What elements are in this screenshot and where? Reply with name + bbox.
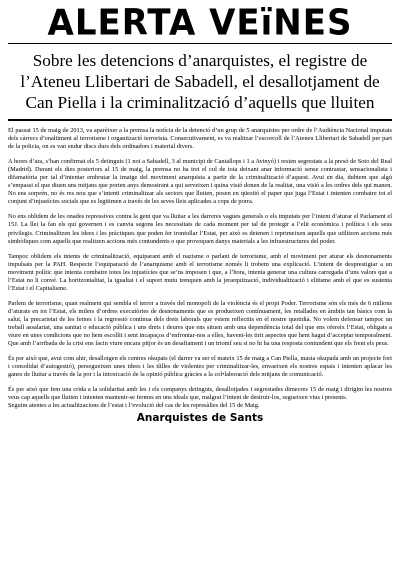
signature: Anarquistes de Sants [136, 412, 264, 425]
paragraph-2: A hores d’ara, s’han confirmat els 5 detinguts (1 noi a Sabadell, 3 al municipi de Cantallops i 1 a Avinyó) i resten segrestats a la presó de Soto del Real (Madrid). Durant els dies posteriors al 15 de maig, la premsa no ha tret el cul de tota deixant anar informació sense contrastar, sensacionalista i difamatòria per tal d’intentar embrutar la imatge del moviment anarquista a partir de la criminalització d’aquest. Avui en dia, dubtem que algú s’empassi el que diuen uns mitjans que porten anys demostrant a qui serveixen i quina visió donen de la realitat, una visió a les ordres dels qui manen. No ens sorprèn, no és res nou que s’intenti criminalitzar als sectors que lluiten, posen en qüestió el paper que juga l’Estat i intenten combatre tot el conjunt d’injustícies socials que es legitimen a través de les seves lleis aplicades a cops de porra. [8, 158, 392, 206]
paragraph-1: El passat 15 de maig de 2013, va aparèixer a la premsa la notícia de la detenció d’un grup de 5 anarquistes per ordre de l’Audiència Nacional imputats dels càrrecs d’enaltiment al terrorisme i organització terrorista. Consecutivament, es va realitzar l’escorcoll de l’Ateneu Llibertari de Sabadell per part de la policia, on es van endur discs durs dels ordinadors i material divers. [8, 127, 392, 151]
headline-divider [8, 119, 392, 121]
paragraph-8: Seguim atentes a les actualitzacions de l’estat i l’evolució del cas de les represàlies del 15 de Maig. [8, 402, 260, 410]
headline: Sobre les detencions d’anarquistes, el registre de l’Ateneu Llibertari de Sabadell, el desallotjament de Can Piella i la criminalització d’aquells que lluiten [20, 51, 380, 112]
paragraph-4: Tampoc oblidem els intents de criminalització, equiparant amb el nazisme o parlant de terrorisme, amb el moviment per aturar els desnonaments impulsats per la PAH. Respecte l’equiparació de l’anarquisme amb el terrorisme només li trobem una explicació. L’intent de desprestigiar a un moviment polític que intenta combatre totes les injustícies que se’ns imposen i que, a l’hora, intenta generar una cultura carregada d’uns valors que a l’Estat no li convé. La horitzontalitat, la igualtat i el suport mutu trenquen amb la jerarquització, individualització i elitisme amb el que es sustenta l’Estat i el Capitalisme. [8, 252, 392, 292]
paragraph-6: És per això que, avui com ahir, desallotgen els centres okupats (el darrer va ser el mateix 15 de maig a Can Piella, masia okupada amb un projecte fort i consolidat d’autogestió), persegueixen unes idees i les títlles de violentes per criminalitzar-les, envaeixen els nostres espais i intenten aplacar les ganes de lluitar a través de la por i la intoxicació de la opinió pública gràcies a la col•laboració dels mitjans de comunicació. [8, 355, 392, 379]
masthead-title: ALERTA VEïNES [47, 2, 353, 45]
article-body [8, 127, 392, 410]
paragraph-3: No ens oblidem de les onades repressives contra la gent que va lluitar a les darreres vagues generals o els imputats per l’intent d’aturar el Parlament el 15J. La llei la fan els qui governen i es canvia segons les necessitats de cada moment per tal de protegir a l’elit econòmica i política i els seus privilegis. Criminalitzen les idees i les pràctiques que poden fer trontollar l’Estat, per això es detenen i reprimeixen aquells que utilitzen accions més simbòliques com aquells que realitzen accions més contundents o que provoquen danys materials a les infraestructures del poder. [8, 213, 392, 245]
paragraph-5: Parlem de terrorisme, quan realment qui sembla el terror a través del monopoli de la violència és el propi Poder. Terrorisme són els més de 6 milions d’aturats en tot l’Estat, els milers d’ordres executòries de desnonaments que es produeixen contínuament, les retallades en àmbits tan bàsics com la salut, la precarietat de les feines i la regressió contínua dels drets laborals que veiem reflectits en el nostre quotidià. No volem defensar tampoc un treball assalariat, una sanitat o educació pública i uns drets i deures que ens situen amb una dependència total del que ens ofereix l’Estat, obligats a viure en unes condicions que no hem escollit i sent incapaços d’enfrontar-nos a elles, havent-les tirit aspectes que hem hagut d’acceptar temporalment. Que amb l’arribada de la crisi ens facin viure encara pitjor és un desafiament i un triomf seu si no hi ha una resposta contundent que els freni els peus. [8, 299, 392, 348]
paragraph-7: És per això que fem una crida a la solidaritat amb les i els companys detinguts, desallotjades i segrestades dimecres 15 de maig i dirigim les nostres veus cap aquells que lluiten i intenten mantenir-se fermes en uns ideals que, malgrat l’intent de destruir-los, segueixen vius i presents. [8, 386, 392, 402]
